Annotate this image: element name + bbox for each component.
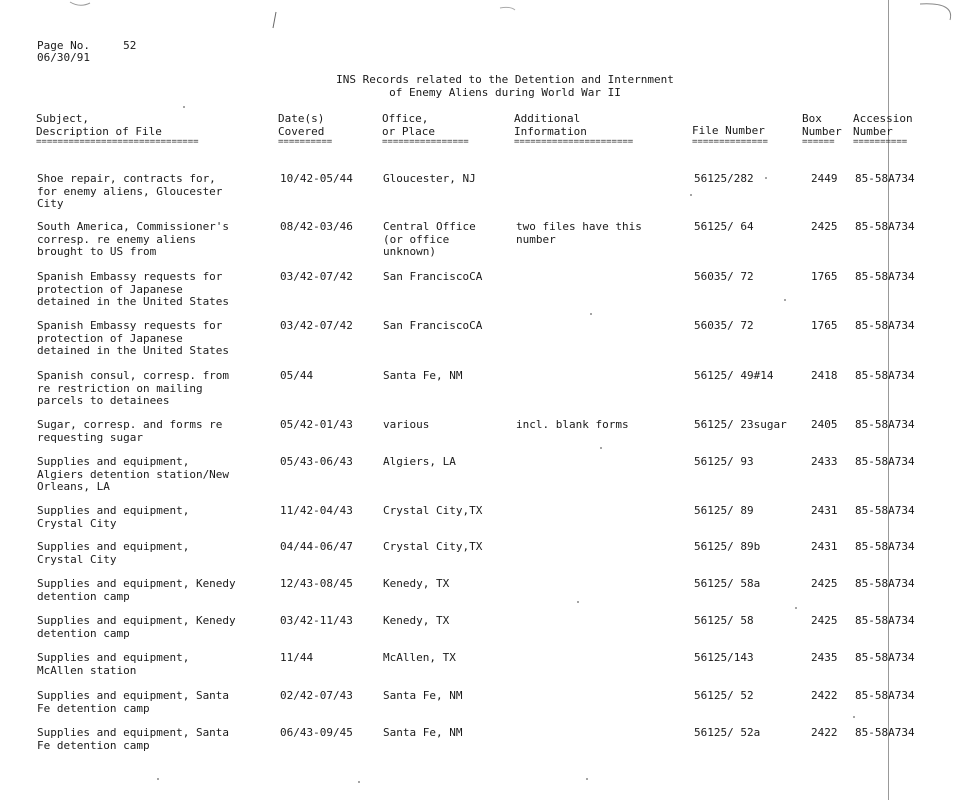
cell-dates: 11/42-04/43 bbox=[280, 504, 353, 517]
header-rule: ============== bbox=[692, 137, 768, 147]
cell-accession-number: 85-58A734 bbox=[855, 418, 915, 431]
document-title-line1: INS Records related to the Detention and Internment bbox=[336, 73, 674, 86]
cell-file-number: 56125/ 93 bbox=[694, 455, 754, 468]
page-number-line: Page No. 52 bbox=[37, 39, 137, 52]
cell-dates: 03/42-07/42 bbox=[280, 270, 353, 283]
col-header-additional: Additional Information bbox=[514, 112, 587, 138]
cell-additional-info: two files have this number bbox=[516, 220, 642, 246]
cell-office: Gloucester, NJ bbox=[383, 172, 476, 185]
cell-dates: 10/42-05/44 bbox=[280, 172, 353, 185]
cell-office: Santa Fe, NM bbox=[383, 369, 463, 382]
cell-file-number: 56125/ 64 bbox=[694, 220, 754, 233]
document-title-line2: of Enemy Aliens during World War II bbox=[389, 86, 621, 99]
cell-box-number: 2422 bbox=[811, 689, 838, 702]
scan-speck bbox=[795, 607, 797, 609]
cell-subject: Supplies and equipment, McAllen station bbox=[37, 651, 190, 677]
cell-office: Crystal City,TX bbox=[383, 504, 483, 517]
col-header-dates: Date(s) Covered bbox=[278, 112, 325, 138]
cell-dates: 02/42-07/43 bbox=[280, 689, 353, 702]
cell-office: Crystal City,TX bbox=[383, 540, 483, 553]
cell-file-number: 56125/ 49#14 bbox=[694, 369, 774, 382]
cell-accession-number: 85-58A734 bbox=[855, 504, 915, 517]
cell-dates: 04/44-06/47 bbox=[280, 540, 353, 553]
cell-file-number: 56125/ 58 bbox=[694, 614, 754, 627]
cell-subject: Supplies and equipment, Crystal City bbox=[37, 504, 190, 530]
cell-dates: 05/42-01/43 bbox=[280, 418, 353, 431]
cell-box-number: 2431 bbox=[811, 540, 838, 553]
cell-file-number: 56125/ 89 bbox=[694, 504, 754, 517]
cell-file-number: 56125/143 bbox=[694, 651, 754, 664]
cell-dates: 06/43-09/45 bbox=[280, 726, 353, 739]
scan-speck bbox=[784, 299, 786, 301]
cell-subject: Supplies and equipment, Crystal City bbox=[37, 540, 190, 566]
scan-speck bbox=[183, 106, 185, 108]
cell-box-number: 2425 bbox=[811, 614, 838, 627]
cell-file-number: 56125/ 58a bbox=[694, 577, 761, 590]
header-rule: ================ bbox=[382, 137, 469, 147]
scan-speck bbox=[853, 716, 855, 718]
cell-accession-number: 85-58A734 bbox=[855, 614, 915, 627]
cell-dates: 05/44 bbox=[280, 369, 314, 382]
cell-office: San FranciscoCA bbox=[383, 270, 483, 283]
col-header-accession: Accession Number bbox=[853, 112, 913, 138]
col-header-office: Office, or Place bbox=[382, 112, 435, 138]
col-header-file-number: File Number bbox=[692, 124, 765, 137]
cell-office: Central Office (or office unknown) bbox=[383, 220, 476, 258]
scan-speck bbox=[157, 778, 159, 780]
cell-accession-number: 85-58A734 bbox=[855, 577, 915, 590]
cell-subject: Supplies and equipment, Santa Fe detention camp bbox=[37, 689, 230, 715]
cell-box-number: 2431 bbox=[811, 504, 838, 517]
document-date: 06/30/91 bbox=[37, 51, 90, 64]
cell-file-number: 56125/ 52 bbox=[694, 689, 754, 702]
cell-file-number: 56125/ 52a bbox=[694, 726, 761, 739]
cell-file-number: 56035/ 72 bbox=[694, 319, 754, 332]
cell-box-number: 2433 bbox=[811, 455, 838, 468]
cell-office: McAllen, TX bbox=[383, 651, 456, 664]
scan-artifacts bbox=[0, 0, 967, 30]
cell-subject: Spanish Embassy requests for protection of Japanese detained in the United States bbox=[37, 270, 230, 308]
scan-speck bbox=[358, 781, 360, 783]
cell-accession-number: 85-58A734 bbox=[855, 651, 915, 664]
cell-subject: Supplies and equipment, Algiers detention station/New Orleans, LA bbox=[37, 455, 230, 493]
cell-file-number: 56125/ 89b bbox=[694, 540, 761, 553]
cell-subject: Sugar, corresp. and forms re requesting sugar bbox=[37, 418, 223, 444]
cell-box-number: 2449 bbox=[811, 172, 838, 185]
scan-speck bbox=[765, 177, 767, 179]
cell-box-number: 2418 bbox=[811, 369, 838, 382]
scan-speck bbox=[590, 313, 592, 315]
cell-accession-number: 85-58A734 bbox=[855, 220, 915, 233]
cell-subject: Shoe repair, contracts for, for enemy aliens, Gloucester City bbox=[37, 172, 223, 210]
cell-file-number: 56035/ 72 bbox=[694, 270, 754, 283]
header-rule: ====================== bbox=[514, 137, 634, 147]
header-rule: ============================== bbox=[36, 137, 199, 147]
cell-office: San FranciscoCA bbox=[383, 319, 483, 332]
cell-subject: Spanish consul, corresp. from re restriction on mailing parcels to detainees bbox=[37, 369, 230, 407]
cell-subject: Spanish Embassy requests for protection of Japanese detained in the United States bbox=[37, 319, 230, 357]
cell-accession-number: 85-58A734 bbox=[855, 172, 915, 185]
cell-box-number: 2425 bbox=[811, 220, 838, 233]
cell-office: Santa Fe, NM bbox=[383, 726, 463, 739]
cell-file-number: 56125/ 23sugar bbox=[694, 418, 787, 431]
scan-speck bbox=[577, 601, 579, 603]
cell-box-number: 2425 bbox=[811, 577, 838, 590]
cell-dates: 03/42-07/42 bbox=[280, 319, 353, 332]
cell-dates: 11/44 bbox=[280, 651, 314, 664]
cell-box-number: 2422 bbox=[811, 726, 838, 739]
cell-accession-number: 85-58A734 bbox=[855, 319, 915, 332]
cell-subject: Supplies and equipment, Santa Fe detention camp bbox=[37, 726, 230, 752]
cell-office: Algiers, LA bbox=[383, 455, 456, 468]
cell-accession-number: 85-58A734 bbox=[855, 455, 915, 468]
cell-subject: Supplies and equipment, Kenedy detention camp bbox=[37, 614, 236, 640]
cell-box-number: 1765 bbox=[811, 270, 838, 283]
cell-accession-number: 85-58A734 bbox=[855, 540, 915, 553]
cell-box-number: 1765 bbox=[811, 319, 838, 332]
cell-accession-number: 85-58A734 bbox=[855, 270, 915, 283]
cell-dates: 05/43-06/43 bbox=[280, 455, 353, 468]
cell-accession-number: 85-58A734 bbox=[855, 369, 915, 382]
cell-dates: 08/42-03/46 bbox=[280, 220, 353, 233]
header-rule: ====== bbox=[802, 137, 835, 147]
scan-speck bbox=[586, 778, 588, 780]
header-rule: ========== bbox=[278, 137, 333, 147]
cell-file-number: 56125/282 bbox=[694, 172, 754, 185]
cell-additional-info: incl. blank forms bbox=[516, 418, 629, 431]
cell-box-number: 2405 bbox=[811, 418, 838, 431]
cell-accession-number: 85-58A734 bbox=[855, 689, 915, 702]
header-rule: ========== bbox=[853, 137, 908, 147]
scan-speck bbox=[690, 194, 692, 196]
cell-dates: 12/43-08/45 bbox=[280, 577, 353, 590]
cell-subject: South America, Commissioner's corresp. re enemy aliens brought to US from bbox=[37, 220, 230, 258]
cell-dates: 03/42-11/43 bbox=[280, 614, 353, 627]
cell-office: Kenedy, TX bbox=[383, 577, 450, 590]
col-header-box: Box Number bbox=[802, 112, 842, 138]
cell-accession-number: 85-58A734 bbox=[855, 726, 915, 739]
cell-subject: Supplies and equipment, Kenedy detention camp bbox=[37, 577, 236, 603]
cell-office: Kenedy, TX bbox=[383, 614, 450, 627]
col-header-subject: Subject, Description of File bbox=[36, 112, 162, 138]
cell-office: Santa Fe, NM bbox=[383, 689, 463, 702]
cell-office: various bbox=[383, 418, 430, 431]
scan-speck bbox=[600, 447, 602, 449]
cell-box-number: 2435 bbox=[811, 651, 838, 664]
